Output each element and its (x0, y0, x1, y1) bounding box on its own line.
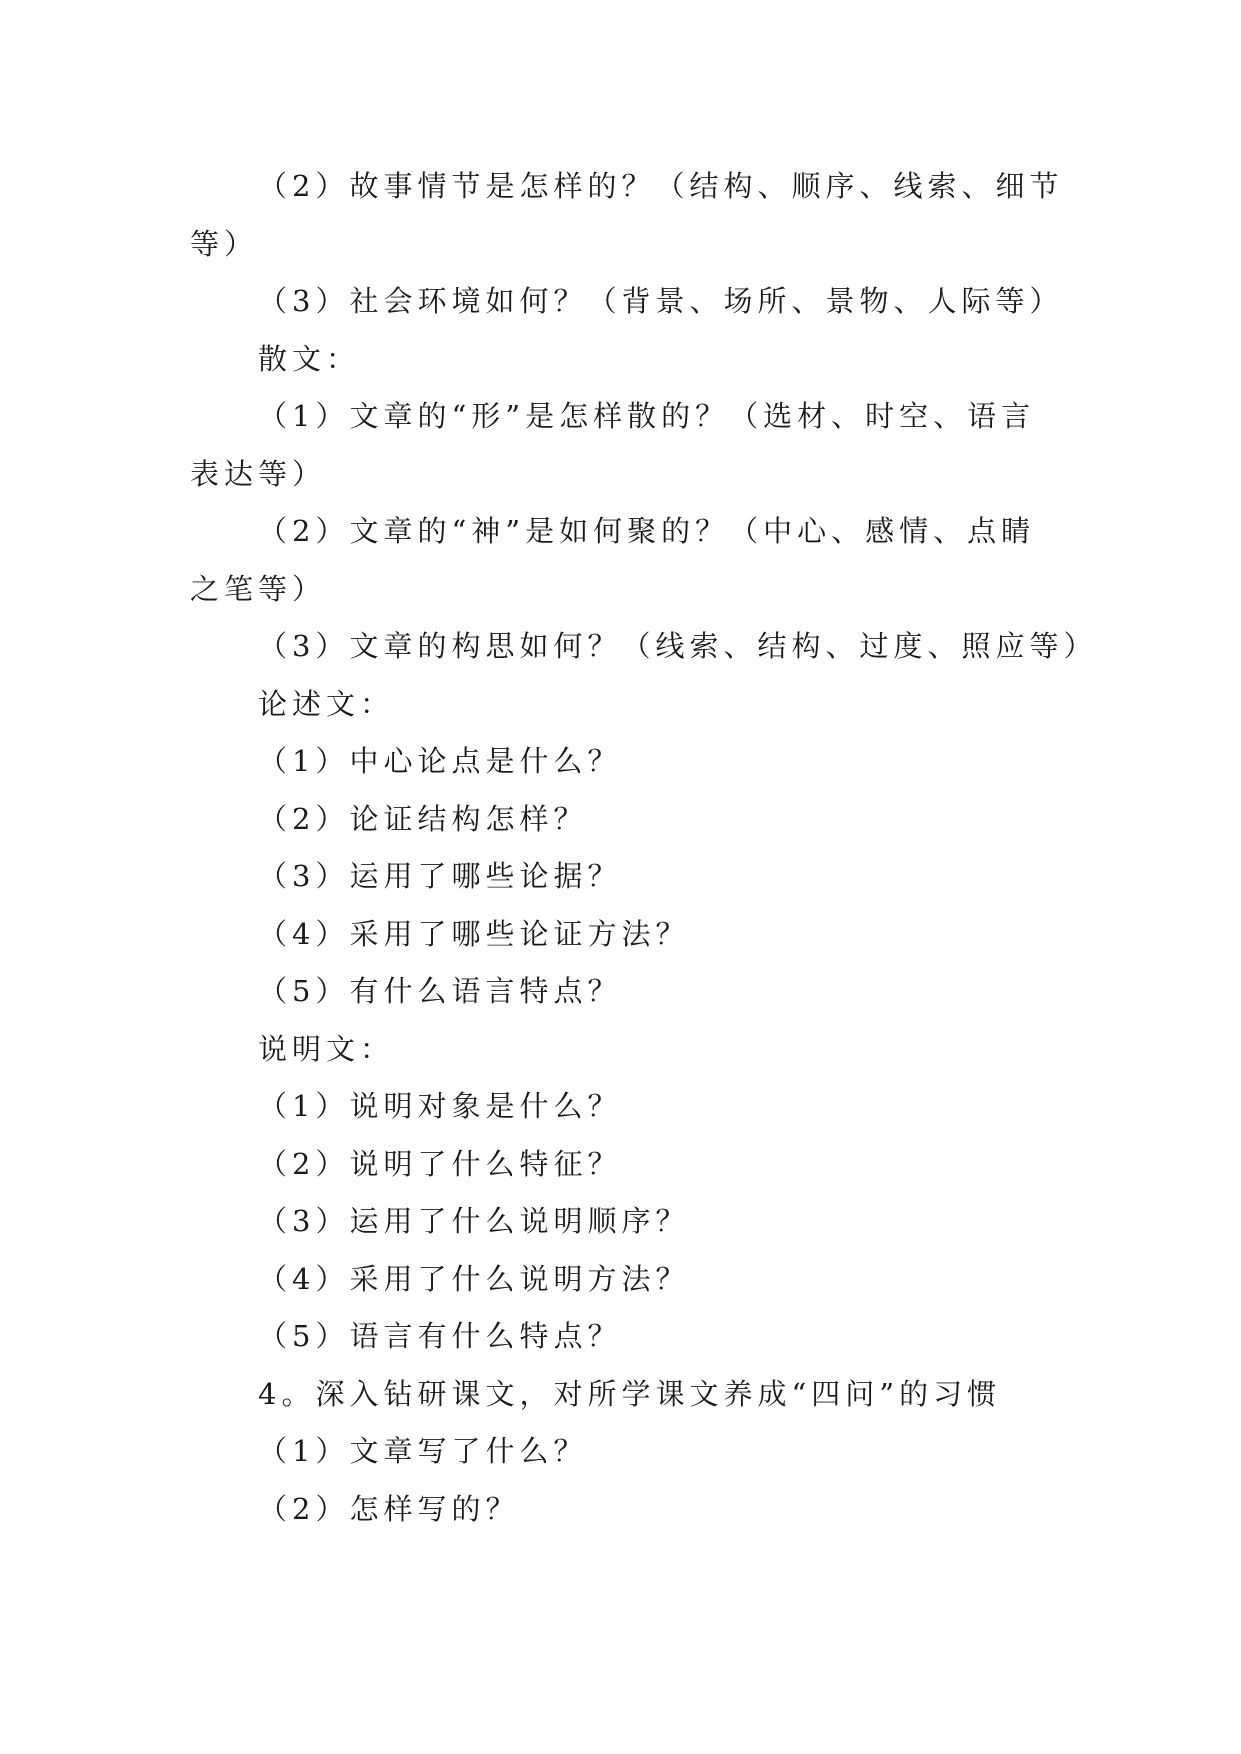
list-item: （5）有什么语言特点？ (258, 974, 622, 1008)
list-item: （4）采用了什么说明方法？ (258, 1262, 690, 1296)
paragraph-line: 表达等） (190, 457, 327, 491)
paragraph-line: （3）文章的构思如何？（线索、结构、过度、照应等） (258, 629, 1098, 663)
section-heading: 散文： (258, 342, 361, 376)
list-item: （1）说明对象是什么？ (258, 1089, 622, 1123)
list-item: （4）采用了哪些论证方法？ (258, 917, 690, 951)
numbered-heading: 4。深入钻研课文，对所学课文养成“四问”的习惯 (258, 1377, 1002, 1411)
paragraph-line: 等） (190, 227, 259, 261)
paragraph-line: （1）文章的“形”是怎样散的？（选材、时空、语言 (258, 399, 1036, 433)
paragraph-line: （2）文章的“神”是如何聚的？（中心、感情、点睛 (258, 514, 1036, 548)
section-heading: 说明文： (258, 1032, 395, 1066)
list-item: （2）说明了什么特征？ (258, 1147, 622, 1181)
list-item: （2）怎样写的？ (258, 1492, 520, 1526)
list-item: （1）文章写了什么？ (258, 1434, 588, 1468)
list-item: （5）语言有什么特点？ (258, 1319, 622, 1353)
list-item: （1）中心论点是什么？ (258, 744, 622, 778)
paragraph-line: 之笔等） (190, 572, 327, 606)
paragraph-line: （3）社会环境如何？（背景、场所、景物、人际等） (258, 284, 1064, 318)
list-item: （2）论证结构怎样？ (258, 802, 588, 836)
list-item: （3）运用了什么说明顺序？ (258, 1204, 690, 1238)
paragraph-line: （2）故事情节是怎样的？（结构、顺序、线索、细节 (258, 169, 1064, 203)
list-item: （3）运用了哪些论据？ (258, 859, 622, 893)
section-heading: 论述文： (258, 687, 395, 721)
